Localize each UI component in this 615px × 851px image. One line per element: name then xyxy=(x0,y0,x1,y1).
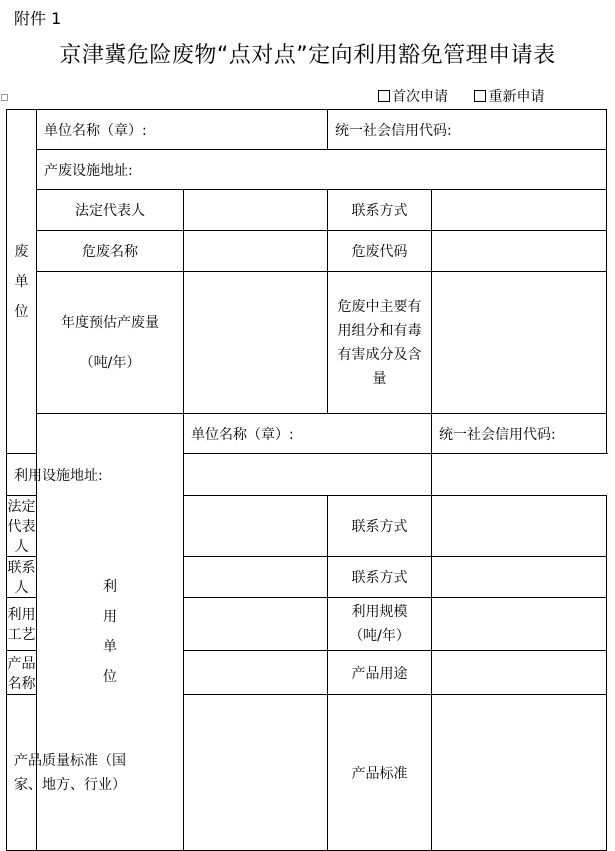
attachment-label: 附件 1 xyxy=(14,9,62,28)
table-row xyxy=(7,414,607,454)
use-unit-name-field[interactable]: 单位名称（章）: xyxy=(184,414,432,454)
option-label: 首次申请 xyxy=(392,89,448,105)
waste-facility-address-field[interactable]: 产废设施地址: xyxy=(37,150,607,190)
checkbox-icon[interactable] xyxy=(474,90,486,102)
waste-unit-side-label xyxy=(7,110,37,454)
use-legal-rep-label: 法定代表人 xyxy=(7,496,37,557)
product-use-input[interactable] xyxy=(432,651,607,695)
application-type-options xyxy=(378,86,566,106)
use-contact-method-input[interactable] xyxy=(432,496,607,557)
scale-input[interactable] xyxy=(432,598,607,651)
waste-contact-method-label: 联系方式 xyxy=(328,190,432,231)
contact-person-label: 联系人 xyxy=(7,557,37,598)
form-title: 京津冀危险废物“点对点”定向利用豁免管理申请表 xyxy=(59,43,556,68)
application-form-table xyxy=(6,109,607,851)
contact-person-method-input[interactable] xyxy=(432,557,607,598)
scale-line1: 利用规模 xyxy=(351,604,408,620)
quality-standard-text: 产品质量标准（国家、地方、行业） xyxy=(14,752,126,793)
use-facility-address-field[interactable]: 利用设施地址: xyxy=(7,454,432,496)
option-re-application[interactable] xyxy=(474,86,544,106)
annual-output-label xyxy=(37,272,184,414)
product-standard-input[interactable] xyxy=(432,695,607,851)
side-label-text: 利用单位 xyxy=(103,579,117,685)
table-row xyxy=(7,272,607,414)
process-label: 利用工艺 xyxy=(7,598,37,651)
waste-unit-name-field[interactable]: 单位名称（章）: xyxy=(37,110,328,150)
table-row xyxy=(7,454,607,496)
checkbox-icon[interactable] xyxy=(378,90,390,102)
quality-standard-label xyxy=(7,695,126,851)
option-label: 重新申请 xyxy=(488,89,545,105)
table-row xyxy=(7,150,607,190)
side-label-text: 废单位 xyxy=(14,243,29,320)
table-row xyxy=(7,231,607,272)
components-label xyxy=(328,272,432,414)
product-name-label: 产品名称 xyxy=(7,651,37,695)
process-input[interactable] xyxy=(184,598,328,651)
quality-standard-input[interactable] xyxy=(184,695,328,851)
contact-person-method-label: 联系方式 xyxy=(328,557,432,598)
product-name-input[interactable] xyxy=(184,651,328,695)
waste-name-input[interactable] xyxy=(184,231,328,272)
components-input[interactable] xyxy=(432,272,607,414)
components-text: 危废中主要有用组分和有毒有害成分及含量 xyxy=(337,298,422,387)
contact-person-input[interactable] xyxy=(184,557,328,598)
product-use-label: 产品用途 xyxy=(328,651,432,695)
scale-line2: （吨/年） xyxy=(349,628,410,644)
table-row xyxy=(7,110,607,150)
annual-output-input[interactable] xyxy=(184,272,328,414)
annual-output-line1: 年度预估产废量 xyxy=(61,314,159,331)
waste-contact-method-input[interactable] xyxy=(432,190,607,231)
use-unit-credit-code-field[interactable]: 统一社会信用代码: xyxy=(432,414,607,454)
use-contact-method-label: 联系方式 xyxy=(328,496,432,557)
waste-unit-credit-code-field[interactable]: 统一社会信用代码: xyxy=(328,110,607,150)
scale-label xyxy=(328,598,432,651)
table-anchor-icon xyxy=(1,94,8,101)
waste-legal-rep-label: 法定代表人 xyxy=(37,190,184,231)
waste-code-input[interactable] xyxy=(432,231,607,272)
product-standard-label: 产品标准 xyxy=(328,695,432,851)
option-first-application[interactable] xyxy=(378,86,448,106)
table-row xyxy=(7,190,607,231)
waste-code-label: 危废代码 xyxy=(328,231,432,272)
waste-name-label: 危废名称 xyxy=(37,231,184,272)
annual-output-line2: （吨/年） xyxy=(79,354,141,371)
use-legal-rep-input[interactable] xyxy=(184,496,328,557)
waste-legal-rep-input[interactable] xyxy=(184,190,328,231)
